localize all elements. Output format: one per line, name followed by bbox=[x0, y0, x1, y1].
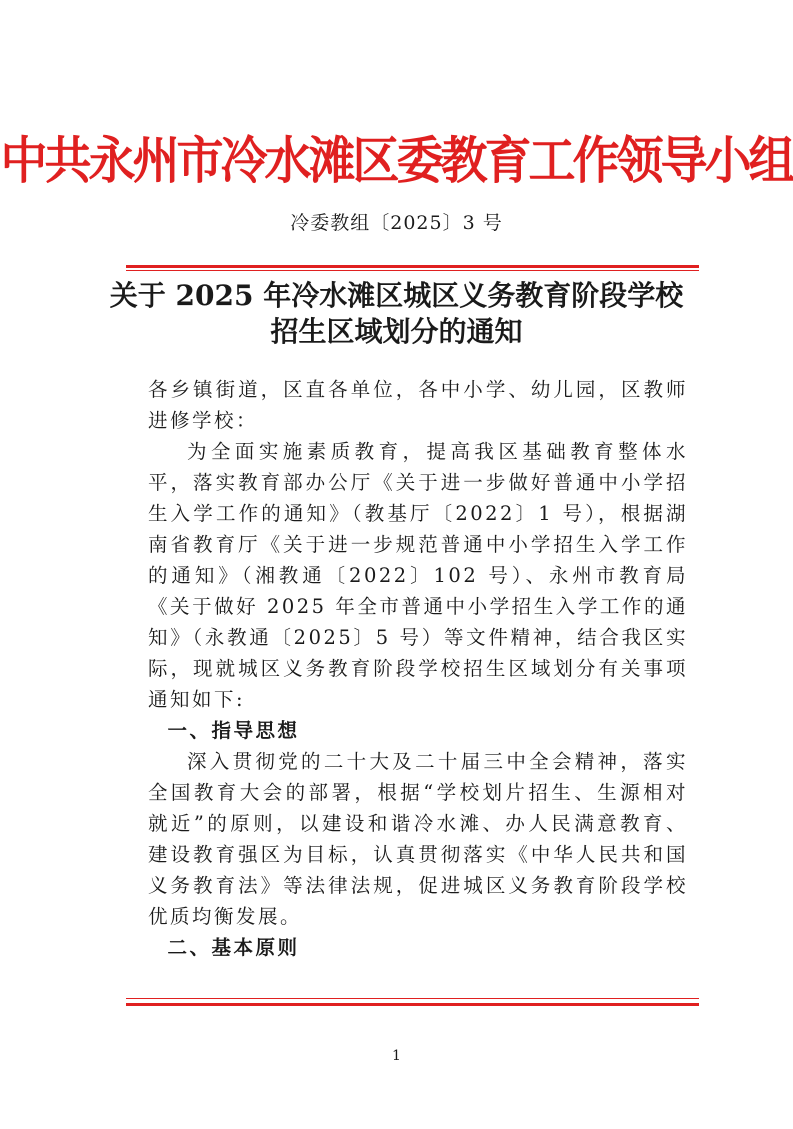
section-heading-guiding-ideology: 一、指导思想 bbox=[167, 719, 300, 742]
intro-paragraph: 为全面实施素质教育，提高我区基础教育整体水平，落实教育部办公厅《关于进一步做好普通中小学招生入学工作的通知》（教基厅〔2022〕1 号），根据湖南省教育厅《关于进一步规范普通中小学招生入学工作的通知》（湘教通〔2022〕102 号）、永州市教育局《关于做好 2025 年全市普通中小学招生入学工作的通知》（永教通〔2025〕5 号）等文件精神，结合我区实际，现就城区义务教育阶段学校招生区域划分有关事项通知如下: bbox=[148, 440, 688, 711]
document-title bbox=[0, 278, 793, 350]
document-number: 冷委教组〔2025〕3 号 bbox=[290, 212, 503, 234]
salutation: 各乡镇街道，区直各单位，各中小学、幼儿园，区教师进修学校： bbox=[148, 378, 688, 432]
section-heading-basic-principles: 二、基本原则 bbox=[167, 936, 300, 959]
guiding-ideology-paragraph: 深入贯彻党的二十大及二十届三中全会精神，落实全国教育大会的部署，根据“学校划片招生、生源相对就近”的原则，以建设和谐冷水滩、办人民满意教育、建设教育强区为目标，认真贯彻落实《中华人民共和国义务教育法》等法律法规，促进城区义务教育阶段学校优质均衡发展。 bbox=[148, 750, 688, 928]
page-number: 1 bbox=[392, 1048, 401, 1064]
document-title-line-1: 关于 2025 年冷水滩区城区义务教育阶段学校 bbox=[109, 279, 684, 312]
document-body bbox=[148, 374, 688, 963]
red-header-rule-thick bbox=[126, 265, 699, 268]
document-title-line-2: 招生区域划分的通知 bbox=[270, 315, 523, 348]
red-footer-rule-thick bbox=[126, 1003, 699, 1006]
red-header-rule-thin bbox=[126, 270, 699, 271]
issuing-organization-title: 中共永州市冷水滩区委教育工作领导小组 bbox=[0, 131, 793, 192]
red-footer-rule-thin bbox=[126, 998, 699, 999]
